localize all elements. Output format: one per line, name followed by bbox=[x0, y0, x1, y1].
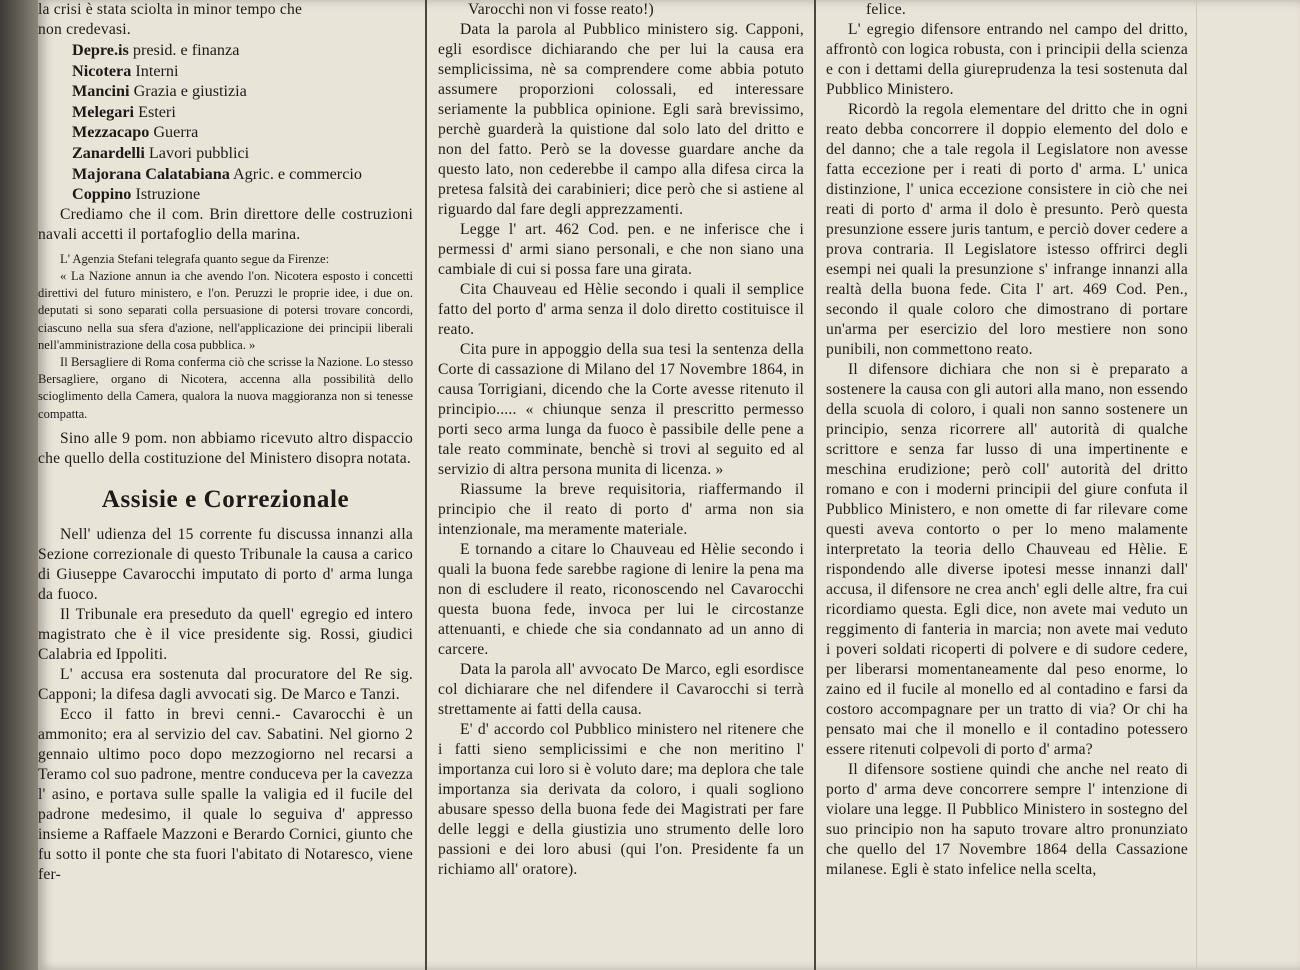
minister-post: Lavori pubblici bbox=[148, 143, 250, 162]
minister-post: Esteri bbox=[138, 102, 176, 121]
column-2 bbox=[438, 0, 804, 970]
col2-paragraph-1: Data la parola al Pubblico ministero sig. Capponi, egli esordisce dichiarando che per lui la causa era semplicissima, nè sa comprendere come abbia potuto assumere proporzioni colossali, ed interessare seriamente la pubblica opinione. Egli sarà brevissimo, perchè guarderà la quistione dal solo lato del dritto e non del fatto. Però se la dovesse guardare anche da questo lato, non cederebbe il campo alla difesa circa la pretesa falsità dei carabinieri; dice però che si astiene al riguardo dal fare degli apprezzamenti. bbox=[438, 21, 804, 218]
col1-paragraph-2: Il Tribunale era preseduto da quell' egregio ed intero magistrato che è il vice presidente sig. Rossi, giudici Calabria ed Ippoliti. bbox=[38, 605, 413, 663]
col2-paragraph-5: Riassume la breve requisitoria, riaffermando il principio che il reato di porto d' arma non sia intenzionale, ma meramente materiale. bbox=[438, 481, 804, 538]
col2-paragraph-4: Cita pure in appoggio della sua tesi la sentenza della Corte di cassazione di Milano del 17 Novembre 1864, in causa Torrigiani, dicendo che la Corte avesse ritenuto il principio..... « chiunque senza il prescritto permesso porti seco arma lunga da fuoco è passibile delle pene a tale reato comminate, benchè si trovi al seguito ed al servizio di altra persona munita di licenza. » bbox=[438, 341, 804, 478]
col3-paragraph-2: Ricordò la regola elementare del dritto che in ogni reato debba concorrere il doppio elemento del dolo e del danno; che a tale regola il Legislatore non avesse fatta eccezione per i reati di porto d' arma. L' unica distinzione, l' unica eccezione consistere in ciò che nei reati di porto d' arma il dolo è presunto. Però questa presunzione essere juris tantum, e perciò dover cedere a prova contraria. Il Legislatore istesso offrirci degli esempi nei quali la presunzione s' infrange innanzi alla realtà della buona fede. Cita l' art. 469 Cod. Pen., secondo il quale coloro che dimostrano di portare un'arma per esercizio del loro mestiere non sono punibili, non commettono reato. bbox=[826, 101, 1188, 358]
minister-post: Grazia e giustizia bbox=[133, 82, 247, 101]
stefani-quote: « La Nazione annun ia che avendo l'on. Nicotera esposto i concetti direttivi del futuro ministero, e l'on. Peruzzi le proprie idee, i due on. deputati si sono separati colla persuasione di potersi trovare concordi, ciascuno nella sua sfera d'azione, nell'applicazione dei principii liberali nell'amministrazione della cosa pubblica. » bbox=[38, 268, 413, 352]
minister-item bbox=[72, 81, 413, 102]
col1-top-line-1: la crisi è stata sciolta in minor tempo che bbox=[38, 1, 303, 18]
minister-name: Coppino bbox=[72, 185, 132, 204]
column-1 bbox=[38, 0, 413, 970]
col2-top-line: Varocchi non vi fosse reato!) bbox=[468, 1, 654, 18]
col1-paragraph-3: L' accusa era sostenuta dal procuratore del Re sig. Capponi; la difesa dagli avvocati sig. De Marco e Tanzi. bbox=[38, 665, 413, 703]
col2-paragraph-6: E tornando a citare lo Chauveau ed Hèlie secondo i quali la buona fede sarebbe ragione di lenire la pena ma non di escludere il reato, riconoscendo nel Cavarocchi questa buona fede, invoca per lui le circostanze attenuanti, e chiede che sia condannato ad un anno di carcere. bbox=[438, 541, 804, 658]
col3-top-line: felice. bbox=[866, 1, 906, 18]
book-binding-edge bbox=[0, 0, 38, 970]
newspaper-page bbox=[38, 0, 1300, 970]
stefani-intro: L' Agenzia Stefani telegrafa quanto segue da Firenze: bbox=[60, 251, 330, 266]
minister-name: Zanardelli bbox=[72, 143, 145, 162]
col1-paragraph-1: Nell' udienza del 15 corrente fu discussa innanzi alla Sezione correzionale di questo Tribunale la causa a carico di Giuseppe Cavarocchi imputato di porto d' arma lunga da fuoco. bbox=[38, 525, 413, 603]
minister-item bbox=[72, 61, 413, 82]
col2-paragraph-8: E' d' accordo col Pubblico ministero nel ritenere che i fatti sieno semplicissimi e che non meritino l' importanza cui loro si è voluto dare; ma deplora che tale importanza sia derivata da coloro, i quali sogliono abusare spesso della buona fede dei Magistrati per fare delle leggi e della giustizia uno strumento delle loro passioni e dei loro abusi (qui l'on. Presidente fa un richiamo all' oratore). bbox=[438, 721, 804, 878]
col2-paragraph-7: Data la parola all' avvocato De Marco, egli esordisce col dichiarare che nel difendere il Cavarocchi si terrà strettamente ai fatti della causa. bbox=[438, 661, 804, 718]
col2-paragraph-3: Cita Chauveau ed Hèlie secondo i quali il semplice fatto del porto d' arma senza il dolo diretto costituisce il reato. bbox=[438, 281, 804, 338]
minister-post: Agric. e commercio bbox=[232, 164, 362, 183]
column-3 bbox=[826, 0, 1188, 970]
sino-paragraph: Sino alle 9 pom. non abbiamo ricevuto altro dispaccio che quello della costituzione del Ministero disopra notata. bbox=[38, 429, 413, 467]
minister-item bbox=[72, 184, 413, 205]
minister-name: Mancini bbox=[72, 82, 130, 101]
col1-paragraph-4: Ecco il fatto in brevi cenni.- Cavarocchi è un ammonito; era al servizio del cav. Sabatini. Nel giorno 2 gennaio ultimo poco dopo mezzogiorno nel recarsi a Teramo col suo padrone, mentre conduceva per la cavezza l' asino, e portava sulle spalle la valigia ed il fucile del padrone medesimo, il quale lo seguiva d' appresso insieme a Raffaele Mazzoni e Berardo Cornici, giunto che fu sotto il ponte che sta fuori l'abitato di Notaresco, viene fer- bbox=[38, 705, 413, 883]
minister-post: Interni bbox=[135, 61, 179, 80]
minister-post: Istruzione bbox=[135, 185, 201, 204]
column-rule-3 bbox=[1196, 0, 1197, 970]
minister-post: Guerra bbox=[153, 123, 199, 142]
minister-item bbox=[72, 164, 413, 185]
bersagliere-paragraph: Il Bersagliere di Roma conferma ciò che scrisse la Nazione. Lo stesso Bersagliere, organo di Nicotera, accenna alla possibilità dello scioglimento della Camera, qualora la nuova maggioranza non si tenesse compatta. bbox=[38, 354, 413, 421]
minister-name: Majorana Calatabiana bbox=[72, 164, 230, 183]
col1-top-line-2: non credevasi. bbox=[38, 21, 131, 38]
col3-paragraph-1: L' egregio difensore entrando nel campo del dritto, affrontò con logica robusta, con i principii della scienza e con i dettami della giureprudenza la tesi sostenuta dal Pubblico Ministero. bbox=[826, 21, 1188, 98]
col3-paragraph-3: Il difensore dichiara che non si è preparato a sostenere la causa con gli autori alla mano, non essendo della scuola di coloro, i quali non sanno sostenere un principio, senza ricorrere all' autorità di qualche scrittore e senza far lusso di una impertinente e meschina erudizione; però coll' autorità del dritto romano e con i moderni principii del giure confuta il Pubblico Ministero, e non omette di far rilevare come questi aveva contorto o per lo meno malamente interpretato la teoria dello Chauveau ed Hèlie. E rispondendo alle diverse ipotesi messe innanzi dall' accusa, il difensore ne crea anch' egli delle altre, fra cui ricordiamo questa. Egli dice, non avete mai veduto un reggimento di fanteria in marcia; non avete mai veduto i poveri soldati ricoperti di polvere e di sudore cedere, per liberarsi momentaneamente dal peso enorme, lo zaino ed il fucile al monello ed al contadino e farsi da costoro accompagnare per un tratto di via? Or chi ha pensato mai che il monello e il contadino potessero essere ritenuti colpevoli di porto d' arma? bbox=[826, 361, 1188, 758]
col3-paragraph-4: Il difensore sostiene quindi che anche nel reato di porto d' arma deve concorrere sempre l' intenzione di violare una legge. Il Pubblico Ministero in sostegno del suo principio non ha saputo trovare altro pronunziato che quello del 17 Novembre 1864 della Cassazione milanese. Egli è stato infelice nella scelta, bbox=[826, 761, 1188, 878]
minister-item bbox=[72, 122, 413, 143]
minister-name: Depre.is bbox=[72, 41, 129, 59]
minister-item bbox=[72, 102, 413, 123]
minister-name: Melegari bbox=[72, 102, 135, 121]
col2-paragraph-2: Legge l' art. 462 Cod. pen. e ne inferisce che i permessi d' armi siano personali, e che non siano una cambiale di cui si possa fare una girata. bbox=[438, 221, 804, 278]
column-rule-2 bbox=[814, 0, 816, 970]
minister-item bbox=[72, 40, 413, 61]
minister-name: Nicotera bbox=[72, 61, 132, 80]
minister-item bbox=[72, 143, 413, 164]
minister-name: Mezzacapo bbox=[72, 123, 150, 142]
ministers-list bbox=[38, 40, 413, 205]
brin-paragraph: Crediamo che il com. Brin direttore delle costruzioni navali accetti il portafoglio della marina. bbox=[38, 205, 413, 243]
minister-post: presid. e finanza bbox=[132, 41, 240, 59]
section-heading: Assisie e Correzionale bbox=[101, 485, 350, 513]
column-rule-1 bbox=[425, 0, 427, 970]
